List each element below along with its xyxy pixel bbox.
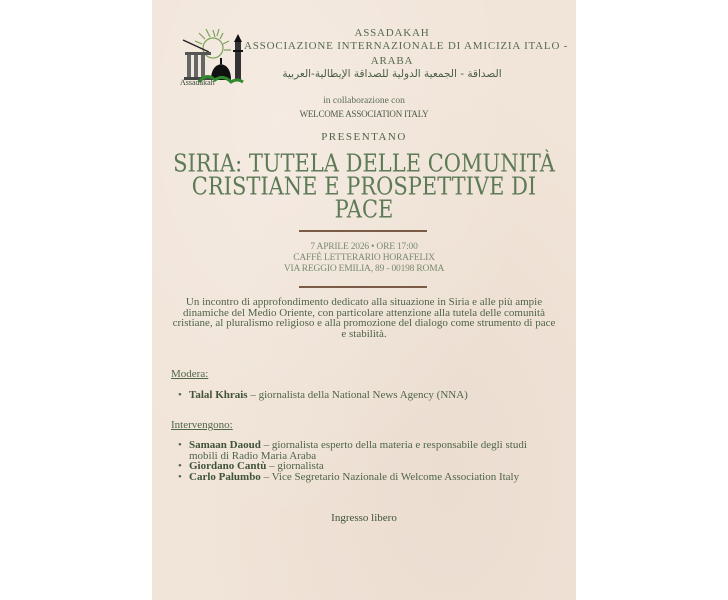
person-name: Talal Khrais [189, 389, 248, 401]
speakers-list [178, 440, 558, 482]
event-date-time: 7 APRILE 2026 • ORE 17:00 [310, 242, 418, 252]
list-item [178, 390, 558, 401]
moderator-list [178, 390, 558, 401]
logo-caption: Assadakah [180, 78, 215, 87]
collaboration-intro: in collaborazione con [323, 96, 405, 106]
person-name: Giordano Cantù [189, 460, 267, 472]
divider-bottom [299, 286, 427, 288]
divider-top [299, 230, 427, 232]
person-name: Carlo Palumbo [189, 470, 261, 483]
person-role: – Vice Segretario Nazionale di Welcome Association Italy [260, 470, 520, 483]
moderator-label: Modera: [171, 368, 209, 380]
event-address: VIA REGGIO EMILIA, 89 - 00198 ROMA [283, 264, 445, 274]
person-role: – giornalista [266, 460, 324, 472]
speakers-label: Intervengono: [171, 419, 233, 431]
event-poster [152, 0, 576, 600]
collaboration-partner: WELCOME ASSOCIATION ITALY [299, 109, 429, 119]
person-role: – giornalista della National News Agency (NNA) [247, 389, 468, 401]
event-title-line3: PACE [334, 195, 394, 224]
org-name: ASSADAKAH [354, 27, 430, 39]
presenting-label: PRESENTANO [321, 131, 407, 143]
event-title-line1: SIRIA: TUTELA DELLE COMUNITÀ [173, 149, 555, 178]
org-arabic-name: الصداقة - الجمعية الدولية للصداقة الإيطالية-العربية [282, 68, 502, 80]
event-venue: CAFFÈ LETTERARIO HORAFELIX [293, 253, 435, 263]
event-title [172, 149, 556, 224]
event-details [152, 242, 576, 275]
org-full-name-line2: ARABA [370, 55, 414, 67]
org-full-name: ASSOCIAZIONE INTERNAZIONALE DI AMICIZIA ITALO - [244, 40, 569, 52]
admission-note: Ingresso libero [331, 512, 397, 524]
list-item [178, 440, 558, 461]
list-item [178, 472, 558, 483]
event-title-line2: CRISTIANE E PROSPETTIVE DI [191, 172, 537, 201]
person-role: – giornalista esperto della materia e responsabile degli studi mobili di Radio Maria Araba [189, 439, 527, 462]
person-name: Samaan Daoud [189, 439, 261, 451]
event-description: Un incontro di approfondimento dedicato alla situazione in Siria e alle più ampie dinamiche del Medio Oriente, con particolare attenzione alla tutela delle comunità cristiane, al pluralismo religioso e alla promozione del dialogo come strumento di pace e stabilità. [172, 296, 556, 340]
